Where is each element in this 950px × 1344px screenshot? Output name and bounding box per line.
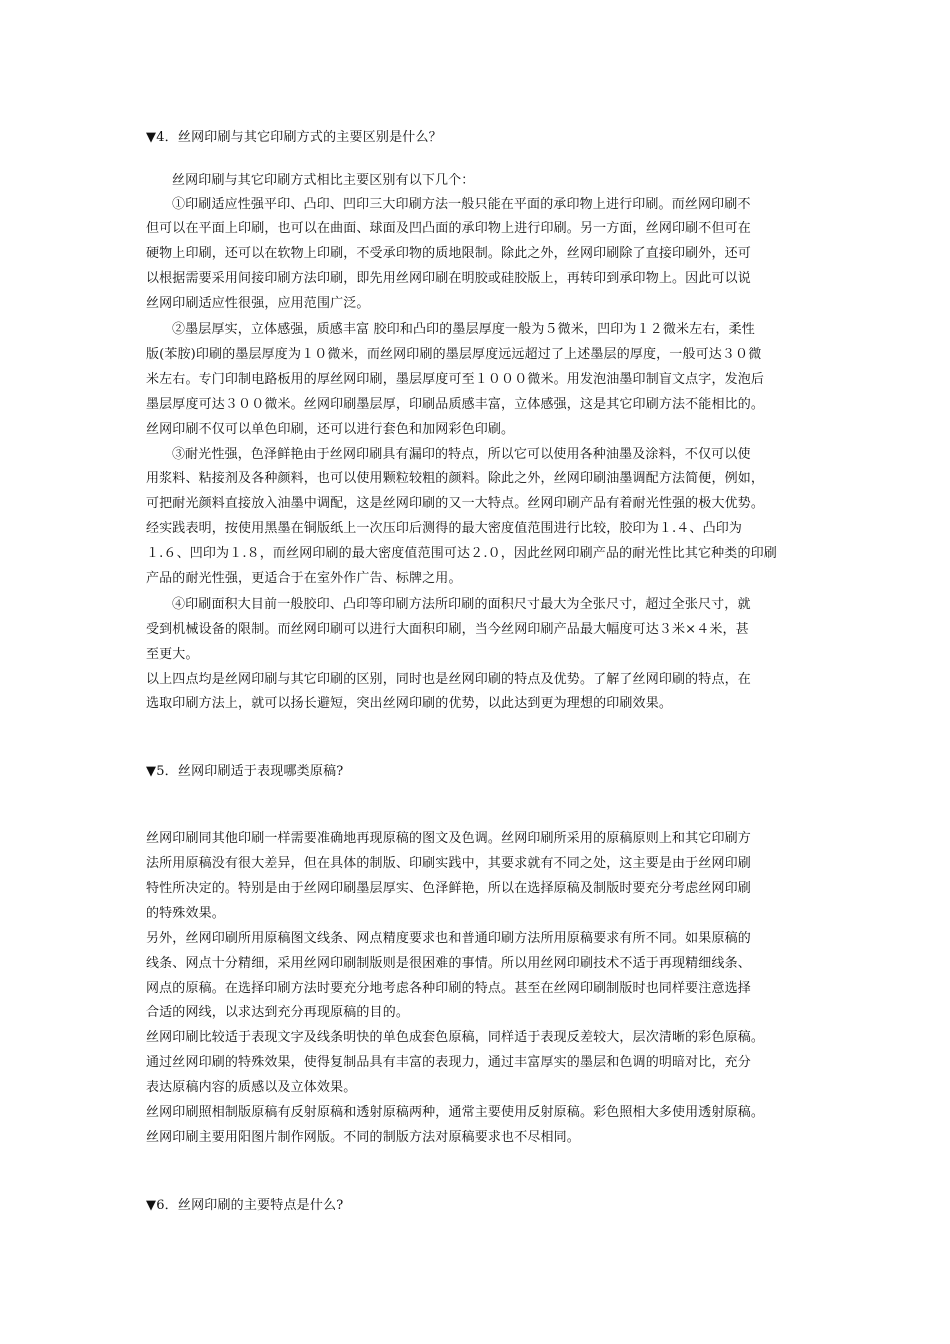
section-5-line: 通过丝网印刷的特殊效果，使得复制品具有丰富的表现力，通过丰富厚实的墨层和色调的明暗对比，充分: [146, 1055, 751, 1070]
section-4-line: 米左右。专门印制电路板用的厚丝网印刷，墨层厚度可至１０００微米。用发泡油墨印制盲文点字，发泡后: [146, 372, 765, 387]
section-4-line: 丝网印刷适应性很强，应用范围广泛。: [146, 296, 370, 311]
section-5-line: 丝网印刷同其他印刷一样需要准确地再现原稿的图文及色调。丝网印刷所采用的原稿原则上和其它印刷方: [146, 831, 751, 846]
section-4-line: 丝网印刷与其它印刷方式相比主要区别有以下几个：: [172, 173, 475, 188]
section-5-line: 的特殊效果。: [146, 906, 225, 921]
section-4-line: 经实践表明，按使用黑墨在铜版纸上一次压印后测得的最大密度值范围进行比较，胶印为１.４、凸印为: [146, 521, 743, 536]
section-4-line: 版(苯胺)印刷的墨层厚度为１０微米，而丝网印刷的墨层厚度远远超过了上述墨层的厚度，一般可达３０微: [146, 347, 762, 362]
section-4-line: 丝网印刷不仅可以单色印刷，还可以进行套色和加网彩色印刷。: [146, 422, 515, 437]
section-4-line: 可把耐光颜料直接放入油墨中调配，这是丝网印刷的又一大特点。丝网印刷产品有着耐光性强的极大优势。: [146, 496, 765, 511]
section-5-line: 法所用原稿没有很大差异，但在具体的制版、印刷实践中，其要求就有不同之处，这主要是由于丝网印刷: [146, 856, 751, 871]
section-4-line: 受到机械设备的限制。而丝网印刷可以进行大面积印刷，当今丝网印刷产品最大幅度可达３米×４米，甚: [146, 622, 749, 637]
section-4-line: ③耐光性强，色泽鲜艳由于丝网印刷具有漏印的特点，所以它可以使用各种油墨及涂料，不仅可以使: [172, 447, 751, 462]
section-5-line: 丝网印刷照相制版原稿有反射原稿和透射原稿两种，通常主要使用反射原稿。彩色照相大多使用透射原稿。: [146, 1105, 765, 1120]
section-5-line: 合适的网线，以求达到充分再现原稿的目的。: [146, 1005, 410, 1020]
section-4-heading: ▼4．丝网印刷与其它印刷方式的主要区别是什么？: [146, 130, 442, 145]
section-4-line: ①印刷适应性强平印、凸印、凹印三大印刷方法一般只能在平面的承印物上进行印刷。而丝网印刷不: [172, 197, 751, 212]
section-4-line: 硬物上印刷，还可以在软物上印刷，不受承印物的质地限制。除此之外，丝网印刷除了直接印刷外，还可: [146, 246, 751, 261]
section-4-line: 墨层厚度可达３００微米。丝网印刷墨层厚，印刷品质感丰富，立体感强，这是其它印刷方法不能相比的。: [146, 397, 765, 412]
section-4-line: 以根据需要采用间接印刷方法印刷，即先用丝网印刷在明胶或硅胶版上，再转印到承印物上。因此可以说: [146, 271, 751, 286]
section-5-heading: ▼5．丝网印刷适于表现哪类原稿?: [146, 764, 344, 779]
section-4-line: ②墨层厚实，立体感强，质感丰富 胶印和凸印的墨层厚度一般为５微米，凹印为１２微米左右，柔性: [172, 322, 755, 337]
section-4-line: 以上四点均是丝网印刷与其它印刷的区别，同时也是丝网印刷的特点及优势。了解了丝网印刷的特点，在: [146, 672, 751, 687]
section-5-line: 丝网印刷主要用阳图片制作网版。不同的制版方法对原稿要求也不尽相同。: [146, 1130, 580, 1145]
section-5-line: 表达原稿内容的质感以及立体效果。: [146, 1080, 357, 1095]
section-6-heading: ▼6．丝网印刷的主要特点是什么?: [146, 1198, 344, 1213]
section-4-line: ④印刷面积大目前一般胶印、凸印等印刷方法所印刷的面积尺寸最大为全张尺寸，超过全张尺寸，就: [172, 597, 751, 612]
section-5-line: 线条、网点十分精细，采用丝网印刷制版则是很困难的事情。所以用丝网印刷技术不适于再现精细线条、: [146, 956, 751, 971]
section-4-line: 但可以在平面上印刷，也可以在曲面、球面及凹凸面的承印物上进行印刷。另一方面，丝网印刷不但可在: [146, 221, 751, 236]
section-5-line: 网点的原稿。在选择印刷方法时要充分地考虑各种印刷的特点。甚至在丝网印刷制版时也同样要注意选择: [146, 981, 751, 996]
section-4-line: 至更大。: [146, 647, 199, 662]
section-5-line: 另外，丝网印刷所用原稿图文线条、网点精度要求也和普通印刷方法所用原稿要求有所不同。如果原稿的: [146, 931, 751, 946]
section-4-line: 选取印刷方法上，就可以扬长避短，突出丝网印刷的优势，以此达到更为理想的印刷效果。: [146, 696, 673, 711]
section-5-line: 丝网印刷比较适于表现文字及线条明快的单色成套色原稿，同样适于表现反差较大，层次清晰的彩色原稿。: [146, 1030, 765, 1045]
section-4-line: １.６、凹印为１.８，而丝网印刷的最大密度值范围可达２.０，因此丝网印刷产品的耐光性比其它种类的印刷: [146, 546, 777, 561]
section-4-line: 产品的耐光性强，更适合于在室外作广告、标牌之用。: [146, 571, 462, 586]
section-4-line: 用浆料、粘接剂及各种颜料，也可以使用颗粒较粗的颜料。除此之外，丝网印刷油墨调配方法简便，例如，: [146, 471, 765, 486]
section-5-line: 特性所决定的。特别是由于丝网印刷墨层厚实、色泽鲜艳，所以在选择原稿及制版时要充分考虑丝网印刷: [146, 881, 751, 896]
